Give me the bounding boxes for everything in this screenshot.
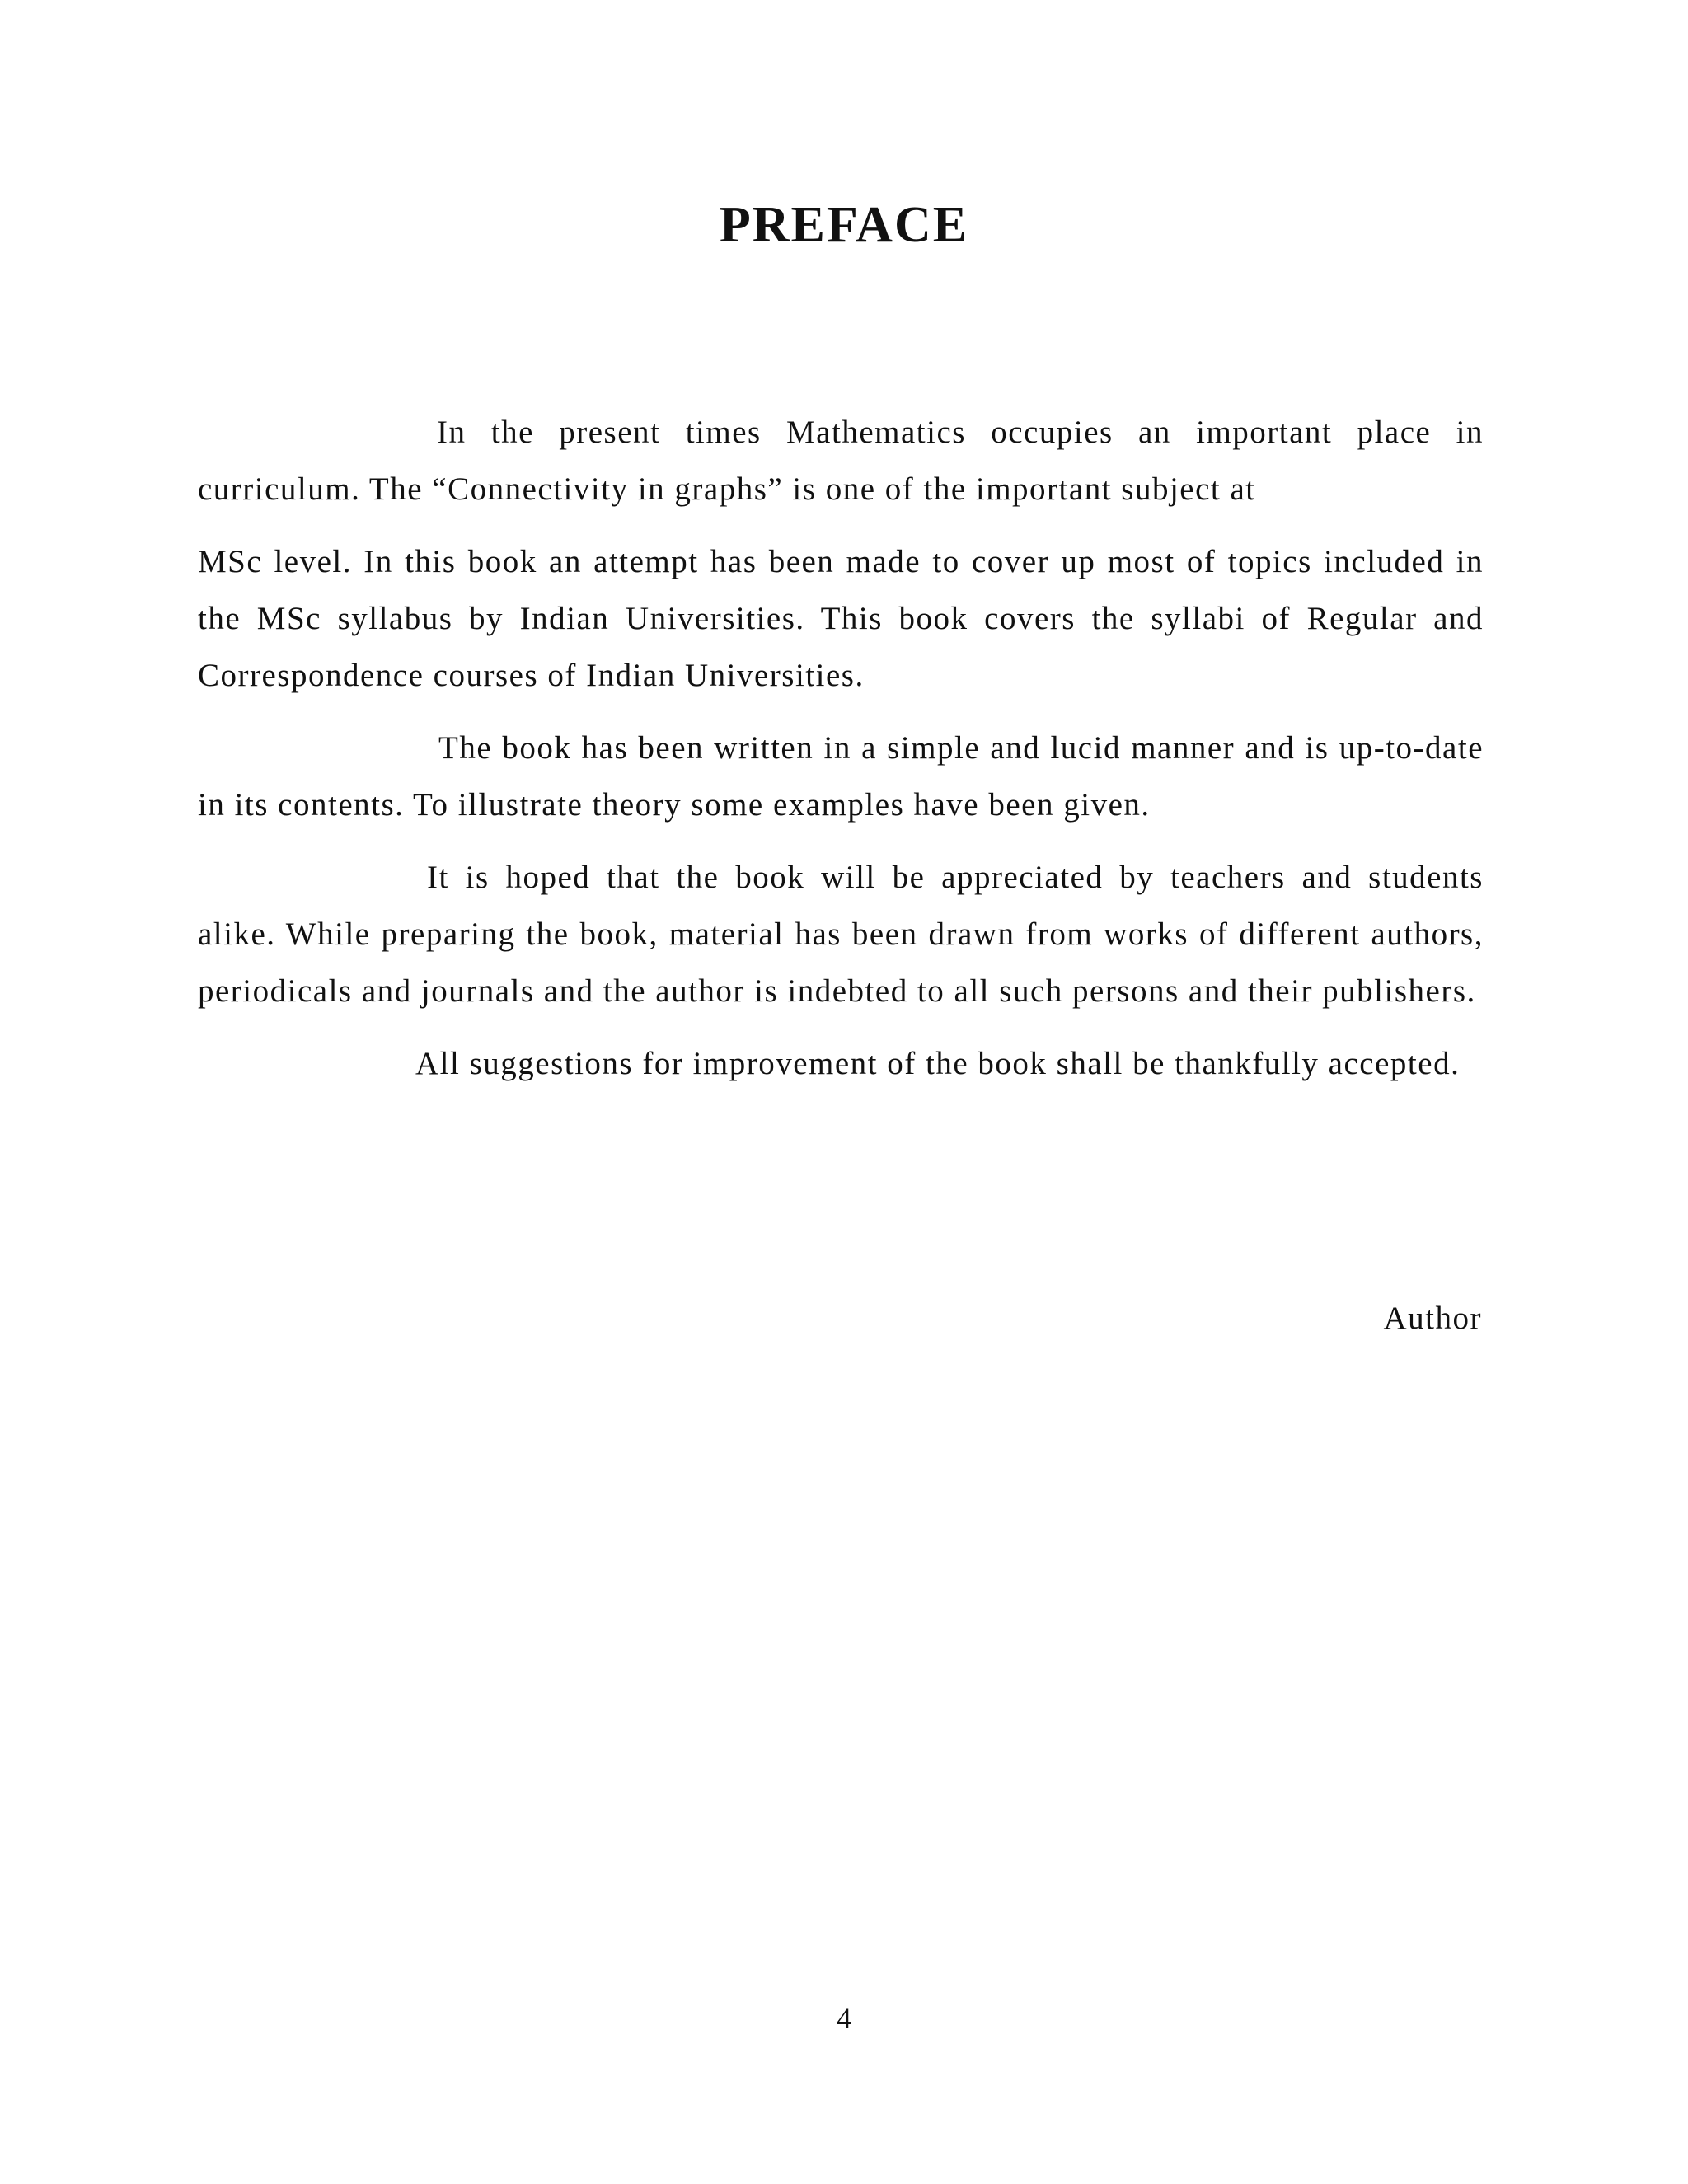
preface-paragraph-1: In the present times Mathematics occupies an important place in curriculum. The “Connectivity in graphs” is one of the important subject at [198, 415, 1484, 507]
page-title: PREFACE [719, 197, 969, 253]
preface-paragraph-4: It is hoped that the book will be appreciated by teachers and students alike. While preparing the book, material has been drawn from works of different authors, periodicals and journals and the author is indebted to all such persons and their publishers. [198, 860, 1484, 1009]
preface-body [198, 404, 1484, 1108]
page-number: 4 [837, 2002, 851, 2035]
author-signature: Author [1383, 1301, 1482, 1336]
preface-paragraph-3: The book has been written in a simple and lucid manner and is up-to-date in its contents. To illustrate theory some examples have been given. [198, 730, 1484, 823]
preface-paragraph-2: MSc level. In this book an attempt has been made to cover up most of topics included in the MSc syllabus by Indian Universities. This book covers the syllabi of Regular and Correspondence courses of Indian Universities. [198, 544, 1484, 693]
preface-paragraph-5: All suggestions for improvement of the book shall be thankfully accepted. [415, 1046, 1461, 1081]
